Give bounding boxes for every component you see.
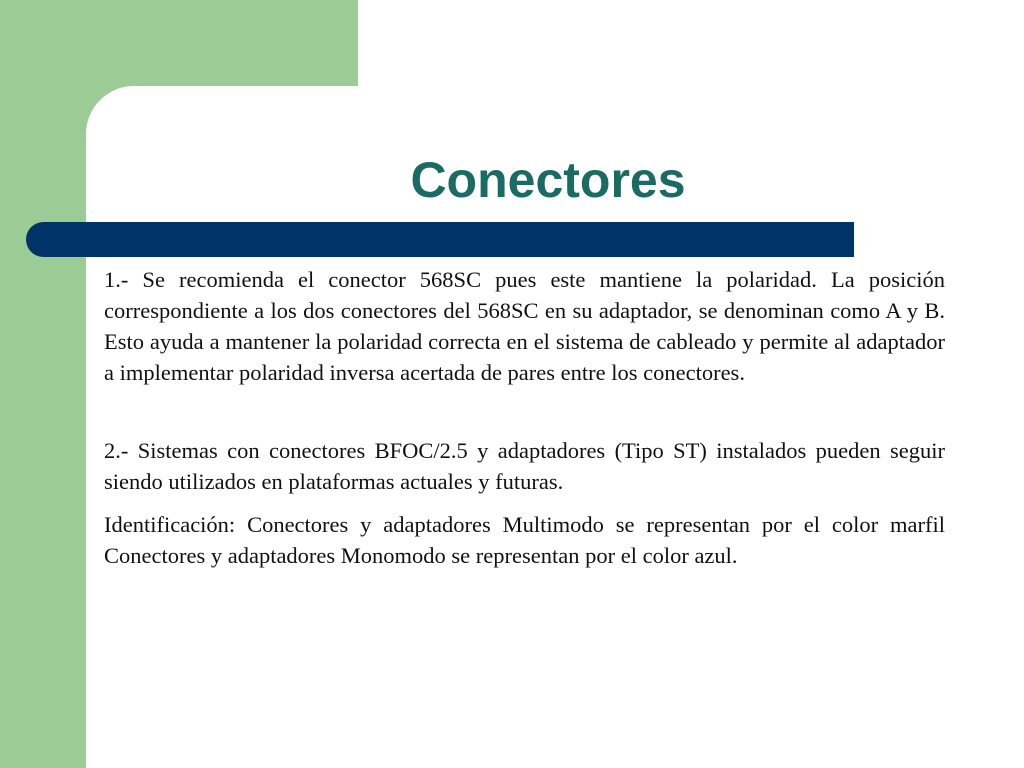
title-underline-bar [26,222,854,257]
slide-title: Conectores [410,152,686,208]
slide-body [104,264,945,571]
paragraph-3: Identificación: Conectores y adaptadores Multimodo se representan por el color marfil Conectores y adaptadores Monomodo se representan por el color azul. [104,512,945,568]
paragraph-2: 2.- Sistemas con conectores BFOC/2.5 y adaptadores (Tipo ST) instalados pueden seguir siendo utilizados en plataformas actuales y futuras. [104,438,945,494]
paragraph-1: 1.- Se recomienda el conector 568SC pues este mantiene la polaridad. La posición correspondiente a los dos conectores del 568SC en su adaptador, se denominan como A y B. Esto ayuda a mantener la polaridad correcta en el sistema de cableado y permite al adaptador a implementar polaridad inversa acertada de pares entre los conectores. [104,267,945,385]
